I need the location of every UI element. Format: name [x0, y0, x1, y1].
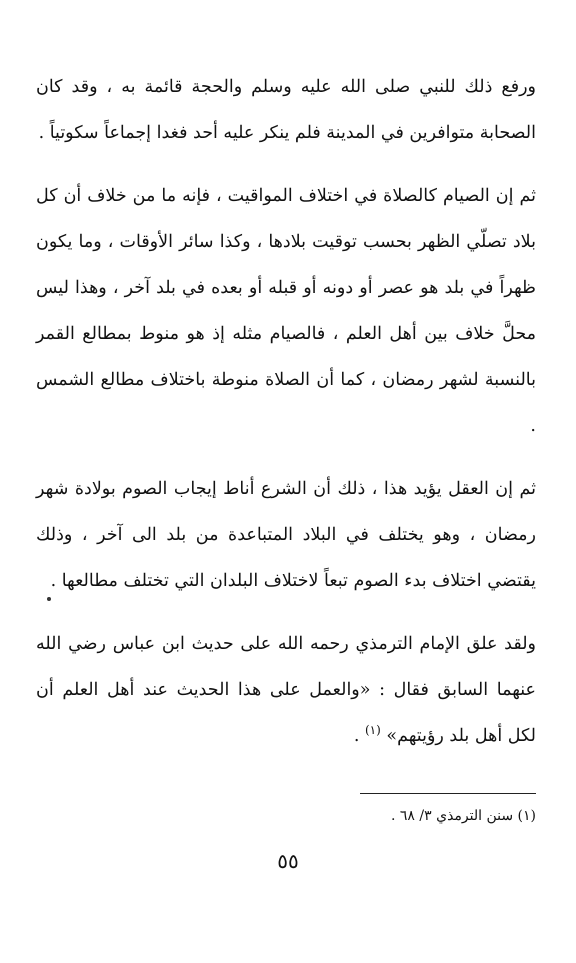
- page-number: ٥٥: [277, 849, 299, 873]
- footnote-separator: [360, 793, 536, 794]
- main-text: [36, 64, 536, 759]
- paragraph-4-end: .: [353, 726, 365, 746]
- paragraph-3: ثم إن العقل يؤيد هذا ، ذلك أن الشرع أناط إيجاب الصوم بولادة شهر رمضان ، وهو يختلف في البلاد المتباعدة من بلد الى آخر ، وذلك يقتضي اختلاف بدء الصوم تبعاً لاختلاف البلدان التي تختلف مطالعها .: [36, 479, 536, 591]
- paragraph-4: [36, 621, 536, 759]
- paragraph-1: ورفع ذلك للنبي صلى الله عليه وسلم والحجة قائمة به ، وقد كان الصحابة متوافرين في المدينة فلم ينكر عليه أحد فغدا إجماعاً سكوتياً .: [36, 77, 536, 143]
- paragraph-2: ثم إن الصيام كالصلاة في اختلاف المواقيت ، فإنه ما من خلاف أن كل بلاد تصلّي الظهر بحسب توقيت بلادها ، وكذا سائر الأوقات ، وما يكون ظهراً في بلد هو عصر أو دونه أو قبله أو بعده في بلد آخر ، وهذا ليس محلَّ خلاف بين أهل العلم ، فالصيام مثله إذ هو منوط بمطالع القمر بالنسبة لشهر رمضان ، كما أن الصلاة منوطة باختلاف مطالع الشمس .: [36, 186, 536, 436]
- ink-speck: [47, 597, 51, 601]
- footnote: (١) سنن الترمذي ٣/ ٦٨ .: [391, 808, 536, 824]
- paragraph-4-text: ولقد علق الإمام الترمذي رحمه الله على حديث ابن عباس رضي الله عنهما السابق فقال : «والعمل على هذا الحديث عند أهل العلم أن لكل أهل بلد رؤيتهم»: [36, 634, 536, 746]
- footnote-reference: (١): [364, 723, 381, 738]
